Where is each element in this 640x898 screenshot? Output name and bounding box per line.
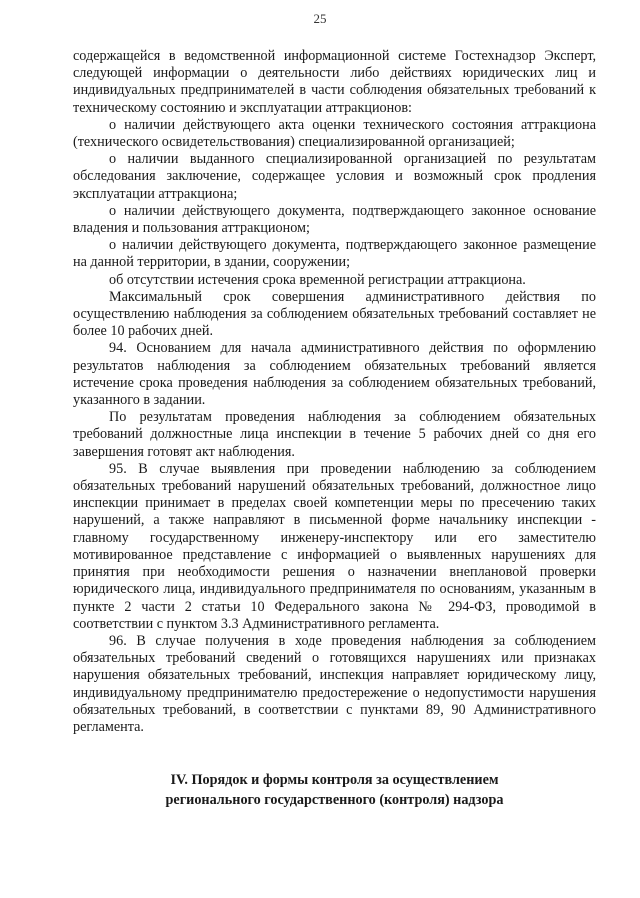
paragraph-continuation: содержащейся в ведомственной информационной системе Гостехнадзор Эксперт, следующей информации о деятельности либо действиях юридических лиц и индивидуальных предпринимателей в части соблюдения обязательных требований к техническому состоянию и эксплуатации аттракционов: [73,48,596,116]
paragraph-item-ownership: о наличии действующего документа, подтверждающего законное основание владения и пользования аттракционом; [73,202,596,237]
paragraph-item-registration: об отсутствии истечения срока временной регистрации аттракциона. [109,271,526,288]
paragraph-observation-results: По результатам проведения наблюдения за соблюдением обязательных требований должностные лица инспекции в течение 5 рабочих дней со дня его завершения готовят акт наблюдения. [73,409,596,460]
paragraph-item-inspection-act: о наличии действующего акта оценки технического состояния аттракциона (технического освидетельствования) специализированной организацией; [73,116,596,151]
section-heading-line-1: IV. Порядок и формы контроля за осуществлением [170,772,499,788]
page-number: 25 [313,11,327,26]
paragraph-94: 94. Основанием для начала административного действия по оформлению результатов наблюдения за соблюдением обязательных требований является истечение срока проведения наблюдения за соблюдением обязательных требований, указанного в задании. [73,340,596,409]
section-heading-line-2: регионального государственного (контроля) надзора [165,792,504,808]
paragraph-max-term: Максимальный срок совершения административного действия по осуществлению наблюдения за соблюдением обязательных требований составляет не более 10 рабочих дней. [73,288,596,340]
paragraph-95: 95. В случае выявления при проведении наблюдению за соблюдением обязательных требований нарушений обязательных требований, должностное лицо инспекции принимает в пределах своей компетенции меры по пресечению таких нарушений, а также направляют в письменной форме начальнику инспекции - главному государственному инженеру-инспектору или его заместителю мотивированное представление с информацией о выявленных нарушениях для принятия при необходимости решения о назначении внеплановой проверки юридического лица, индивидуального предпринимателя по основаниям, указанным в пункте 2 части 2 статьи 10 Федерального закона № 294-ФЗ, проводимой в соответствии с пунктом 3.3 Административного регламента. [73,460,596,632]
paragraph-item-conclusion: о наличии выданного специализированной организацией по результатам обследования заключение, содержащее условия и возможный срок продления эксплуатации аттракциона; [73,151,596,202]
section-heading [73,770,596,810]
paragraph-96: 96. В случае получения в ходе проведения наблюдения за соблюдением обязательных требований сведений о готовящихся нарушениях или признаках нарушения обязательных требований, инспекция направляет юридическому лицу, индивидуальному предпринимателю предостережение о недопустимости нарушения обязательных требований, в соответствии с пунктами 89, 90 Административного регламента. [73,632,596,735]
document-body [73,48,596,736]
paragraph-item-placement: о наличии действующего документа, подтверждающего законное размещение на данной территории, в здании, сооружении; [73,237,596,271]
